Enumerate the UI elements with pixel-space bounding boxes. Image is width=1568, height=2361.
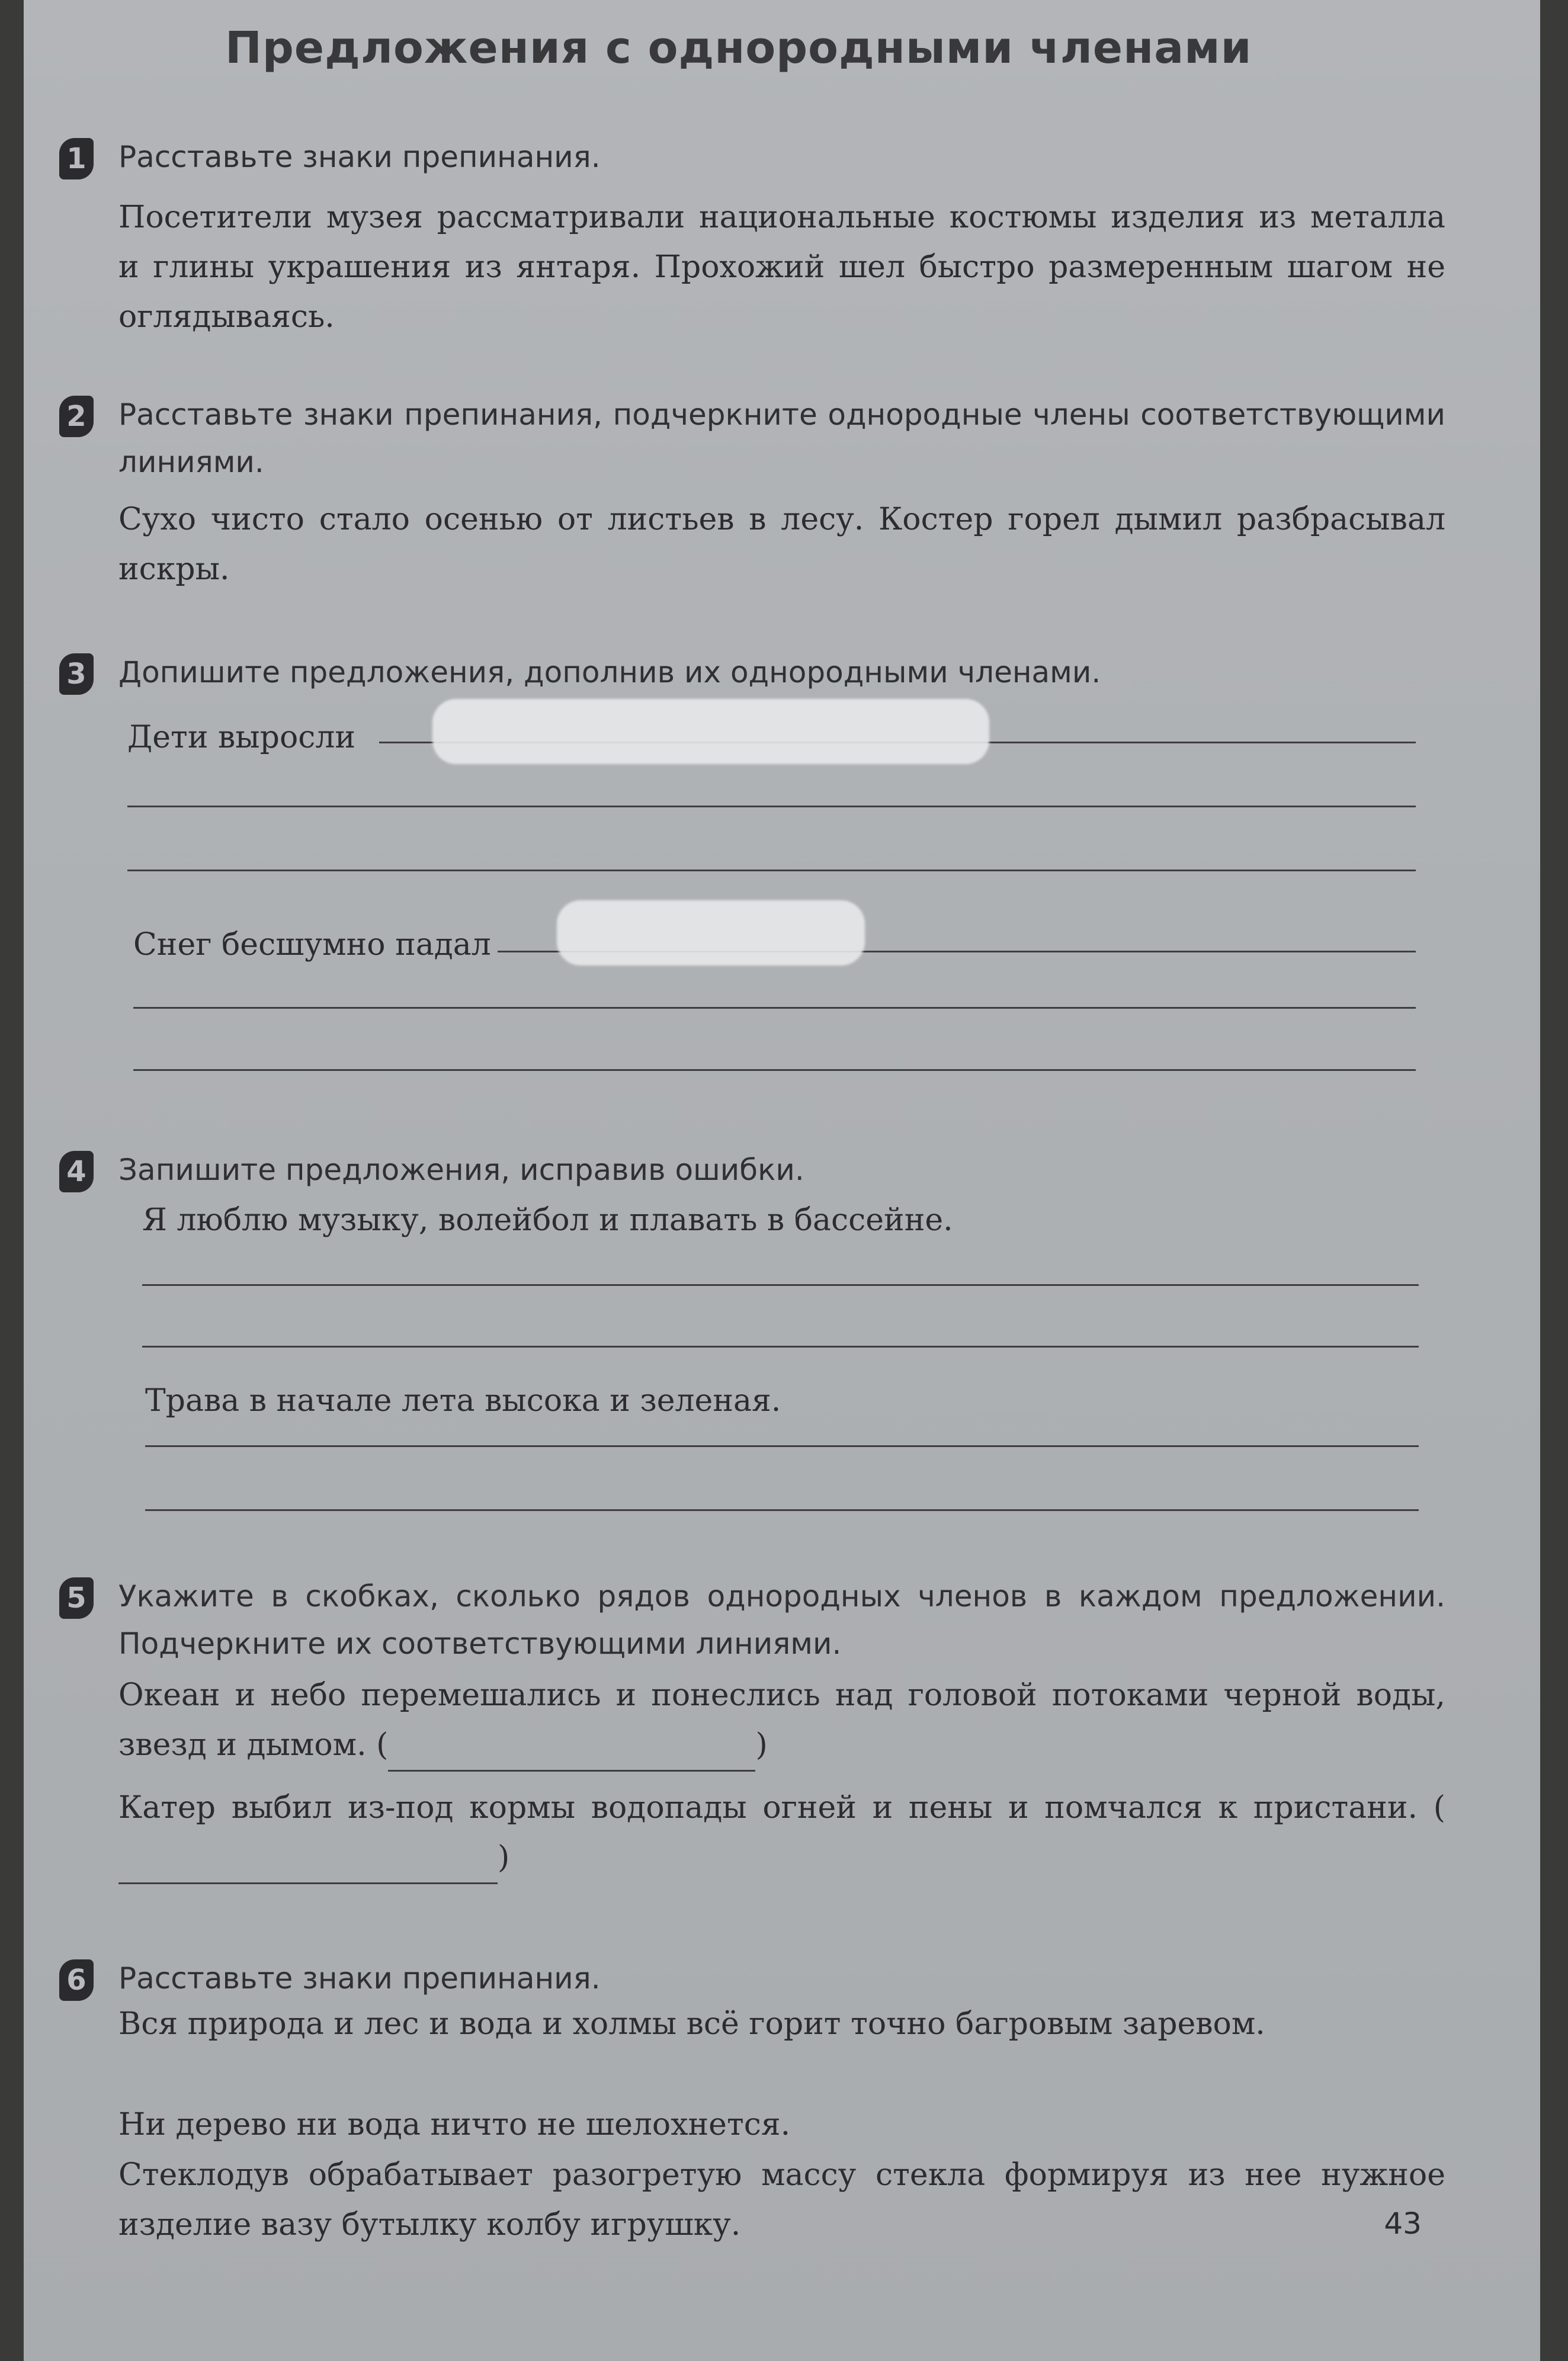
task-number-badge: 3 bbox=[59, 653, 94, 695]
task-number-badge: 1 bbox=[59, 138, 94, 179]
task-instruction: Расставьте знаки препинания. bbox=[118, 1961, 601, 1996]
task-number-badge: 2 bbox=[59, 396, 94, 437]
page-number: 43 bbox=[1384, 2206, 1422, 2241]
sentence-with-error: Трава в начале лета высока и зеленая. bbox=[145, 1383, 781, 1419]
task-text: Ни дерево ни вода ничто не шелохнется. bbox=[118, 2107, 791, 2142]
task-number-badge: 6 bbox=[59, 1959, 94, 2001]
correction-smudge bbox=[432, 699, 989, 764]
task-number-badge: 5 bbox=[59, 1577, 94, 1619]
task-text: Стеклодув обрабатывает разогретую массу стекла формируя из нее нужное изделие вазу бутылку колбу игрушку. bbox=[118, 2157, 1445, 2243]
sentence-with-error: Я люблю музыку, волейбол и плавать в бассейне. bbox=[142, 1202, 953, 1238]
answer-line[interactable] bbox=[142, 1284, 1419, 1286]
sentence-text: Катер выбил из-под кормы водопады огней и пены и помчался к пристани. bbox=[118, 1790, 1418, 1826]
answer-line[interactable] bbox=[142, 1346, 1419, 1348]
task-text-ocean bbox=[118, 1670, 1445, 1772]
count-answer-field[interactable] bbox=[388, 1720, 755, 1772]
task-text-boat bbox=[118, 1783, 1445, 1884]
task-text: Посетители музея рассматривали национальные костюмы изделия из металла и глины украшения из янтаря. Прохожий шел быстро размеренным шагом не оглядываясь. bbox=[118, 200, 1445, 335]
task-instruction: Расставьте знаки препинания, подчеркните однородные члены соответствующими линиями. bbox=[118, 397, 1445, 479]
task-instruction: Расставьте знаки препинания. bbox=[118, 140, 601, 174]
answer-line[interactable] bbox=[133, 1007, 1416, 1009]
bracket-open: ( bbox=[376, 1727, 389, 1763]
task-instruction: Запишите предложения, исправив ошибки. bbox=[118, 1153, 804, 1187]
correction-smudge bbox=[557, 900, 865, 965]
workbook-page bbox=[24, 0, 1540, 2361]
task-instruction: Допишите предложения, дополнив их однородными членами. bbox=[118, 655, 1101, 689]
task-text: Вся природа и лес и вода и холмы всё горит точно багровым заревом. bbox=[118, 2006, 1265, 2042]
answer-line[interactable] bbox=[127, 870, 1416, 871]
bracket-open: ( bbox=[1433, 1790, 1445, 1826]
answer-line[interactable] bbox=[133, 1069, 1416, 1071]
task-text: Сухо чисто стало осенью от листьев в лесу. Костер горел дымил разбрасывал искры. bbox=[118, 502, 1445, 587]
answer-line[interactable] bbox=[145, 1445, 1419, 1447]
sentence-text: Океан и небо перемешались и понеслись над головой потоками черной воды, звезд и дымом. bbox=[118, 1677, 1445, 1763]
bracket-close: ) bbox=[498, 1840, 510, 1875]
answer-line[interactable] bbox=[127, 806, 1416, 807]
prompt-snow-fell: Снег бесшумно падал bbox=[133, 927, 491, 963]
prompt-children-grew: Дети выросли bbox=[127, 720, 356, 755]
task-number-badge: 4 bbox=[59, 1151, 94, 1192]
task-instruction: Укажите в скобках, сколько рядов однородных членов в каждом предложении. Подчеркните их соответствующими линиями. bbox=[118, 1579, 1445, 1661]
page-title: Предложения с однородными членами bbox=[225, 23, 1252, 73]
bracket-close: ) bbox=[755, 1727, 768, 1763]
count-answer-field[interactable] bbox=[118, 1833, 498, 1884]
answer-line[interactable] bbox=[145, 1509, 1419, 1511]
